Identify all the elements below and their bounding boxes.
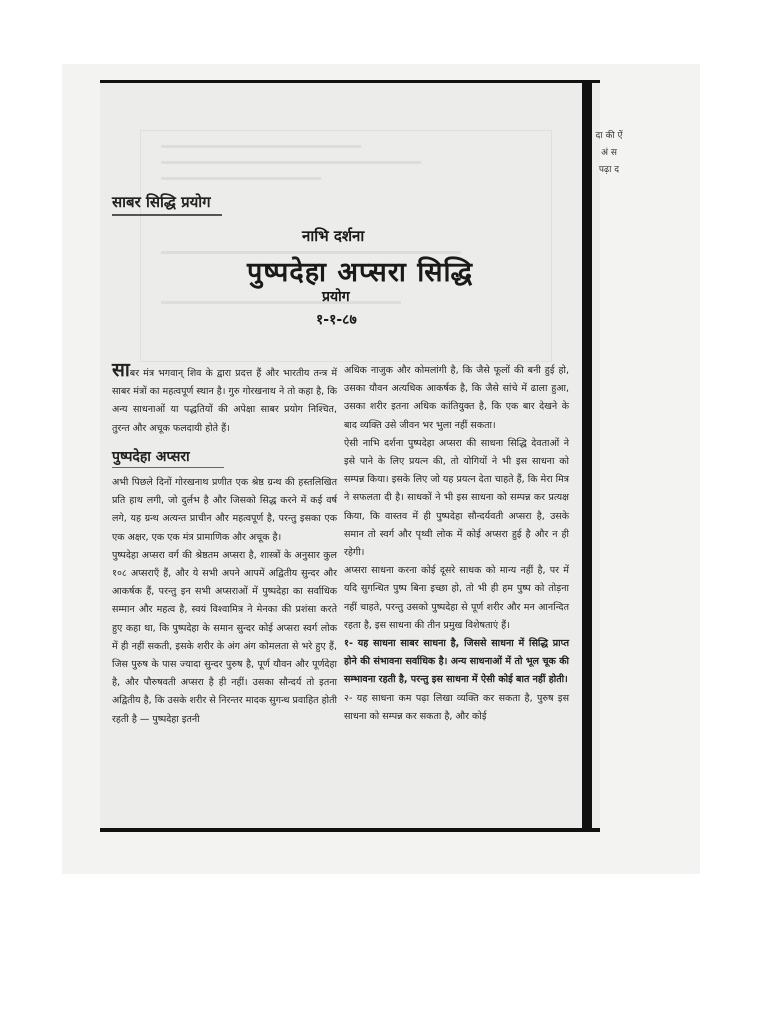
prayog-label: प्रयोग (322, 289, 350, 305)
top-rule (100, 80, 600, 83)
right-column (344, 362, 569, 726)
column-heading: पुष्पदेहा अप्सरा (112, 448, 224, 468)
date-label: १-१-८७ (316, 312, 357, 328)
left-para-3: पुष्पदेहा अप्सरा वर्ग की श्रेष्ठतम अप्सरा है, शास्त्रों के अनुसार कुल १०८ अप्सराएँ हैं, और ये सभी अपने आपमें अद्वितीय सुन्दर और आकर्षक हैं, परन्तु इन सभी अप्सराओं में पुष्पदेहा का सर्वाधिक सम्मान और महत्व है, स्वयं विश्वामित्र ने मेनका की प्रशंसा करते हुए कहा था, कि पुष्पदेहा के समान सुन्दर कोई अप्सरा स्वर्ग लोक में ही नहीं सकती, इसके शरीर के अंग अंग कोमलता से भरे हुए हैं, जिस पुरुष के पास ज्यादा सुन्दर पुरुष है, पूर्ण यौवन और पूर्णदेहा है, और पौरुषवती अप्सरा है ही नहीं। उसका सौन्दर्य तो इतना अद्वितीय है, कि उसके शरीर से निरन्तर मादक सुगन्ध प्रवाहित होती रहती है — पुष्पदेहा इतनी (112, 549, 337, 725)
right-para-1: अधिक नाजुक और कोमलांगी है, कि जैसे फूलों की बनी हुई हो, उसका यौवन अत्यधिक आकर्षक है, कि जैसे सांचे में ढाला हुआ, उसका शरीर इतना अधिक कांतियुक्त है, कि एक बार देखने के बाद व्यक्ति उसे जीवन भर भुला नहीं सकता। (344, 365, 569, 431)
dropcap: सा (112, 359, 130, 381)
section-underline (112, 214, 222, 216)
left-para-1-text: बर मंत्र भगवान् शिव के द्वारा प्रदत्त हैं और भारतीय तन्त्र में साबर मंत्रों का महत्वपूर्ण स्थान है। गुरु गोरखनाथ ने तो कहा है, कि अन्य साधनाओं या पद्धतियों की अपेक्षा साबर प्रयोग निश्चित, तुरन्त और अचूक फलदायी होते हैं। (112, 368, 337, 434)
right-para-4: १- यह साधना साबर साधना है, जिससे साधना में सिद्धि प्राप्त होने की संभावना सर्वाधिक है। अन्य साधनाओं में तो भूल चूक की सम्भावना रहती है, परन्तु इस साधना में ऐसी कोई बात नहीं होती। (344, 638, 569, 686)
page-title: पुष्पदेहा अप्सरा सिद्धि (247, 257, 474, 288)
right-para-3: अप्सरा साधना करना कोई दूसरे साधक को मान्य नहीं है, पर में यदि सुगन्धित पुष्प बिना इच्छा हो, तो भी ही हम पुष्प को तोड़ना नहीं चाहते, परन्तु उसको पुष्पदेहा से पूर्ण शरीर और मन आनन्दित रहता है, इस साधना की तीन प्रमुख विशेषताएं हैं। (344, 565, 569, 631)
right-para-2: ऐसी नाभि दर्शना पुष्पदेहा अप्सरा की साधना सिद्धि देवताओं ने इसे पाने के लिए प्रयत्न की, तो योगियों ने भी इस साधना को सम्पन्न किया। इसके लिए जो यह प्रयत्न देता चाहते हैं, कि मेरा मित्र ने सफलता दी है। साधकों ने भी इस साधना को सम्पन्न कर प्रत्यक्ष किया, कि वास्तव में ही पुष्पदेहा सौन्दर्यवती अप्सरा है, उसके समान तो स्वर्ग और पृथ्वी लोक में कोई अप्सरा हुई है और न ही रहेगी। (344, 437, 569, 559)
subhead: नाभि दर्शना (302, 227, 365, 245)
left-para-1 (112, 359, 337, 438)
bottom-rule (100, 828, 600, 832)
right-rule (582, 80, 592, 832)
section-label: साबर सिद्धि प्रयोग (112, 193, 211, 211)
magazine-page (100, 80, 600, 832)
left-column (112, 359, 337, 729)
margin-strip: दा की ऐं अं स पढ़ा द (595, 131, 623, 175)
right-para-5: २- यह साधना कम पढ़ा लिखा व्यक्ति कर सकता है, पुरुष इस साधना को सम्पन्न कर सकता है, और कोई (344, 692, 569, 722)
left-para-2: अभी पिछले दिनों गोरखनाथ प्रणीत एक श्रेष्ठ ग्रन्थ की हस्तलिखित प्रति हाथ लगी, जो दुर्लभ है और जिसको सिद्ध करने में कई वर्ष लगे, यह ग्रन्थ अत्यन्त प्राचीन और महत्वपूर्ण है, परन्तु इसका एक एक अक्षर, एक एक मंत्र प्रामाणिक और अचूक है। (112, 477, 337, 543)
